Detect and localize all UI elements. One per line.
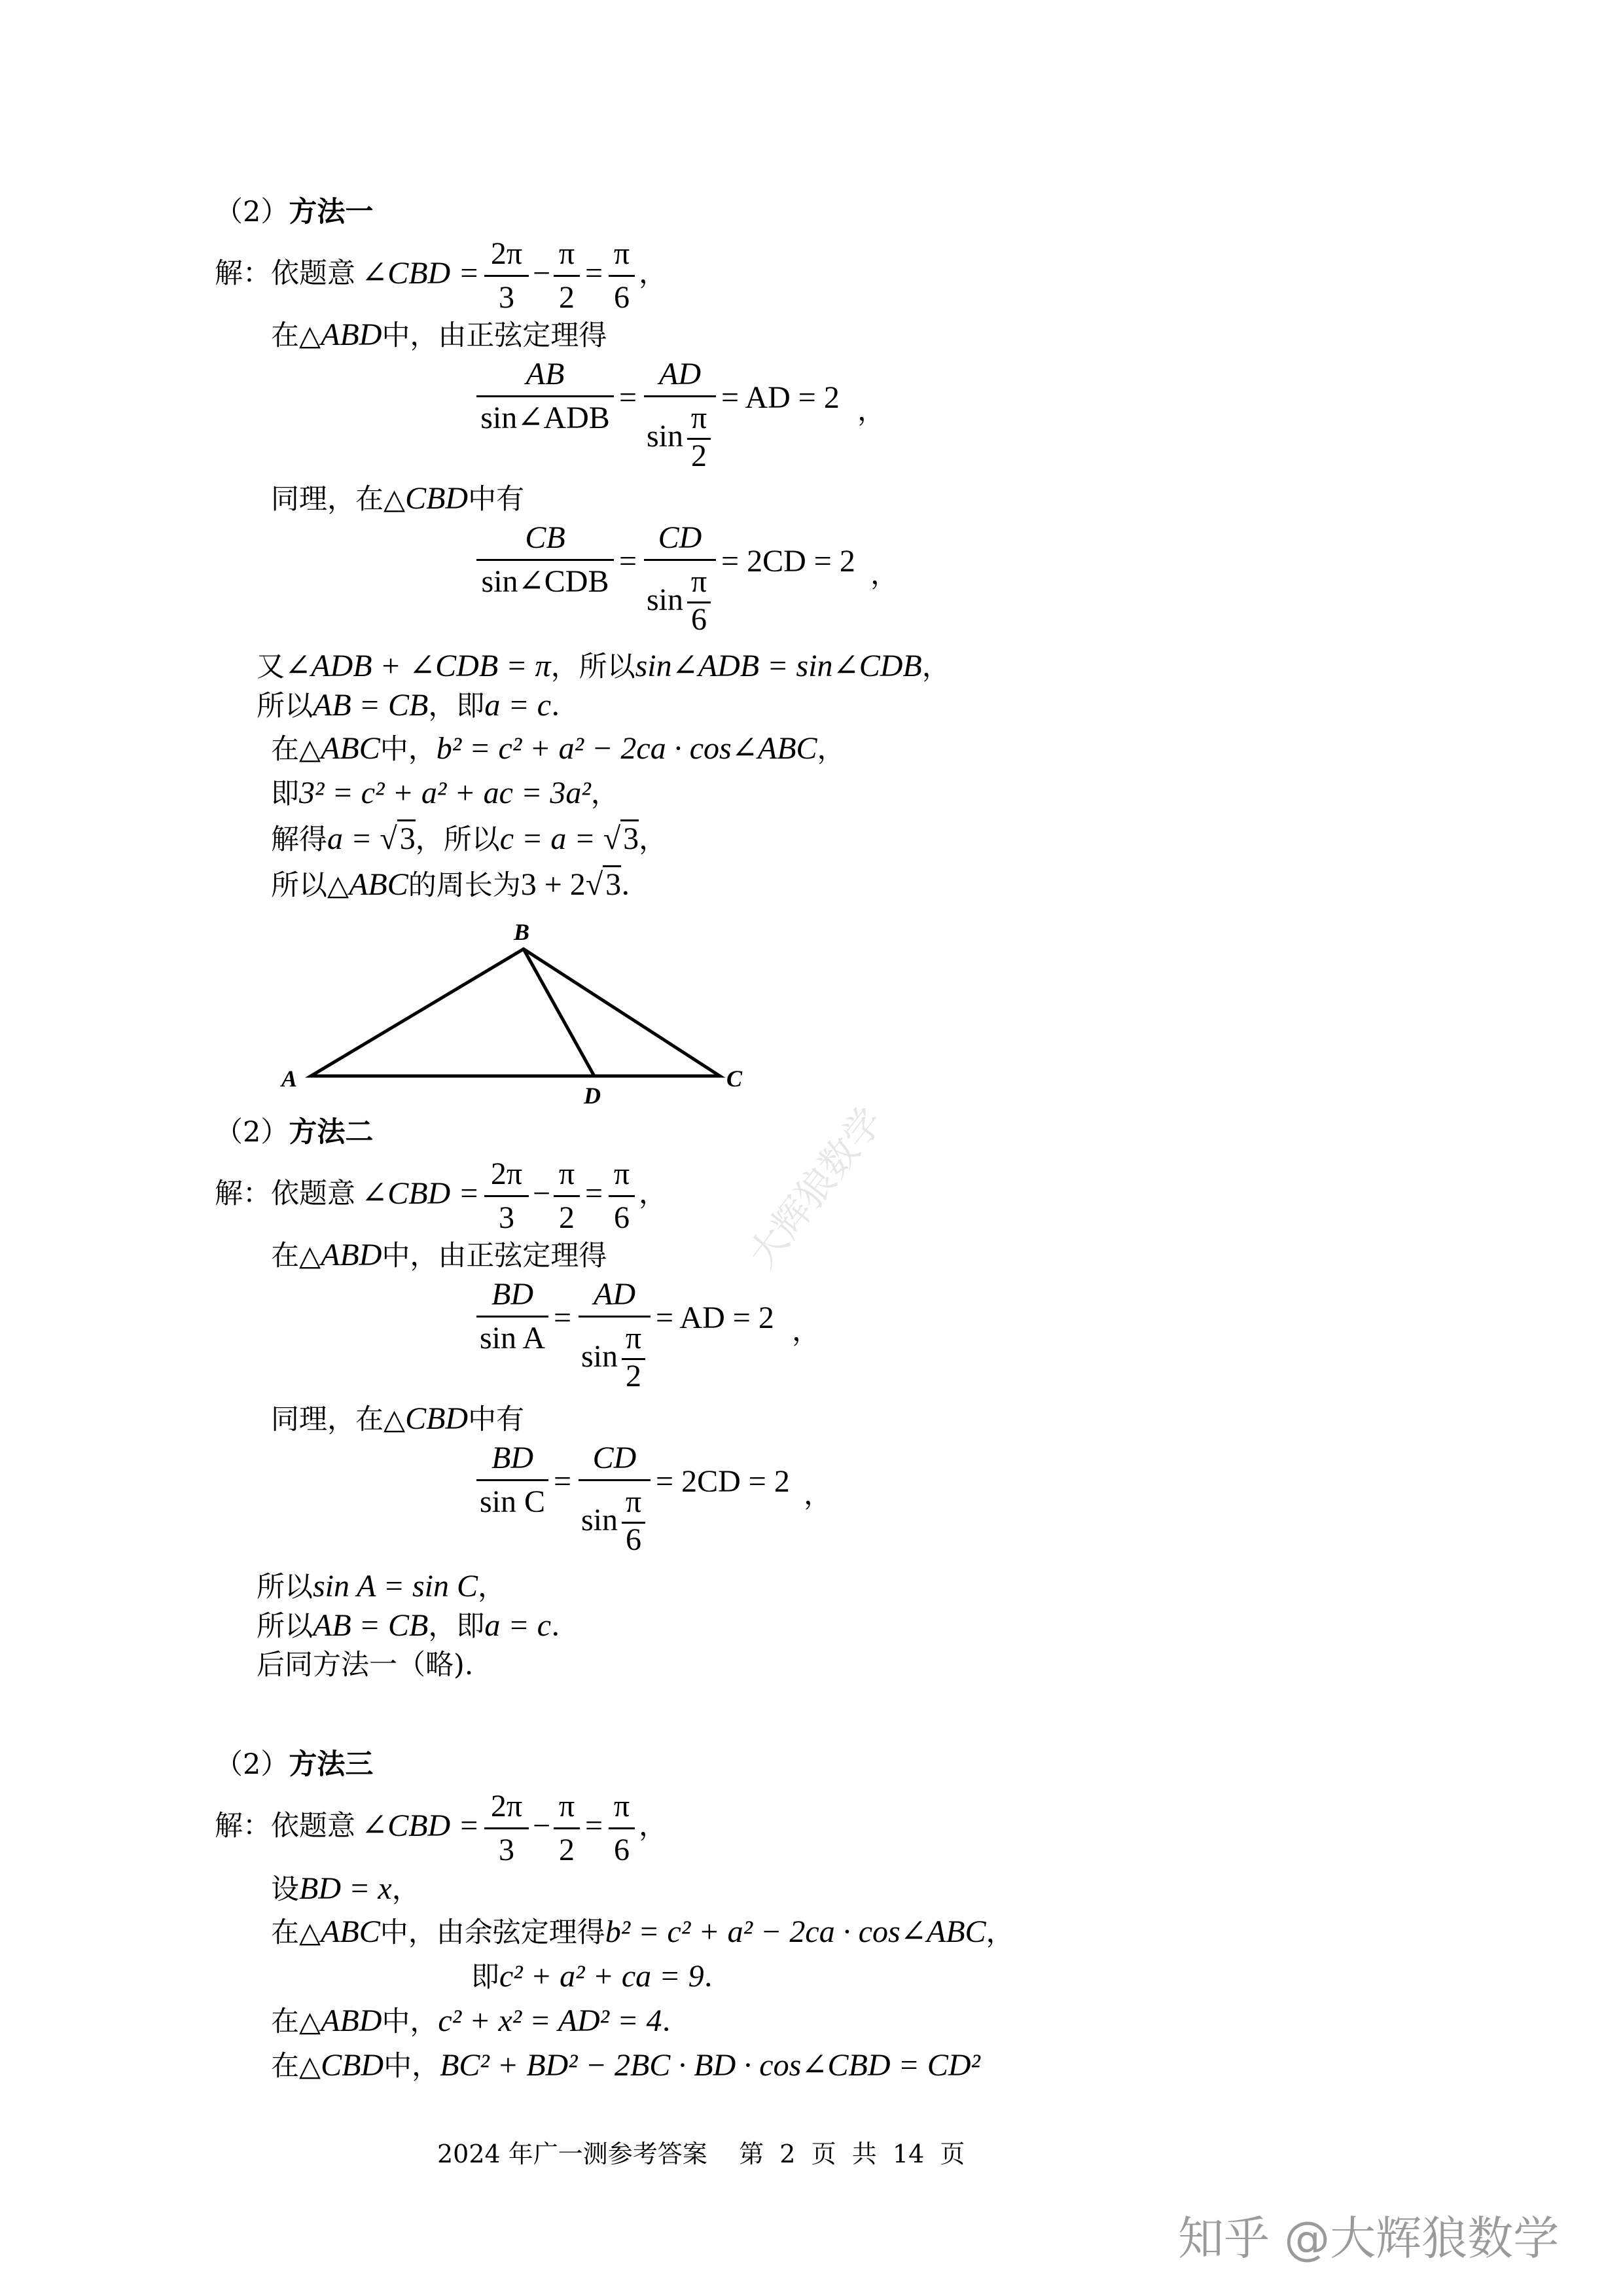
text: 在△ [271,733,321,766]
frac-bd-sinc [476,1440,548,1520]
frac-den: 3 [499,1833,514,1867]
math: b² = c² + a² − 2ca · cos∠ABC [605,1914,986,1949]
text: ， [986,1916,1014,1949]
frac-2pi-3 [484,1788,529,1869]
text: 同理，在△ [271,1403,406,1436]
label-d: D [584,1083,601,1106]
heading-number: （2） [215,1748,289,1781]
math: 3 + 2 [520,867,586,902]
text: 所以△ [271,869,349,902]
text: ， [590,778,619,810]
text: ， [478,1571,507,1604]
frac-pi-6 [609,1156,635,1236]
frac-den: 6 [614,1200,630,1235]
frac-den [579,1484,651,1556]
math: ABC [321,731,380,766]
text: ， [391,1873,420,1906]
text: 在△ [271,1916,321,1949]
comma: ， [639,1810,667,1842]
pi-den: 6 [626,1522,641,1557]
text: ， [817,733,846,766]
text: ，所以 [550,651,635,683]
math: BC² + BD² − 2BC · BD · cos∠CBD = CD² [440,2048,980,2083]
pi-den: 2 [626,1359,641,1393]
comma: ， [639,1177,667,1210]
method3-intro [215,1808,355,1844]
frac-num: BD [491,1441,533,1475]
text: ， [639,823,668,856]
method2-line6 [257,1647,473,1683]
pi-num: π [690,401,707,435]
text: 设 [271,1873,299,1906]
frac-den: 3 [499,280,514,315]
equals-op: = [619,544,637,579]
frac-num: CD [592,1441,637,1475]
intro-text: 解：依题意 [215,1177,355,1210]
frac-num: π [558,236,575,271]
text: ． [551,690,580,723]
pi-num: π [690,564,707,599]
pi-den: 6 [691,602,707,637]
text: 在△ [271,2050,321,2083]
pi-num: π [625,1321,642,1355]
frac-den: sin A [479,1321,546,1355]
pi-den: 2 [691,439,707,473]
angle-text: ∠CBD = [361,256,480,291]
math: c = a = [499,821,603,856]
comma: ， [857,395,885,427]
comma: ， [870,558,899,591]
equation-tail: = AD = 2 [656,1300,774,1335]
method1-line9: 所以△ABC的周长为3 + 2√3． [271,867,649,904]
text: 所以 [257,1610,313,1643]
equals-op: = [585,1808,603,1843]
heading-number: （2） [215,196,289,228]
comma: ， [792,1315,820,1348]
frac-den: 3 [499,1200,514,1235]
text: 在△ [271,2005,321,2038]
text: ． [621,869,650,902]
text: 即 [271,778,299,810]
text: 中， [380,733,437,766]
text: 的周长为 [408,869,521,902]
method1-line7 [271,775,619,812]
frac-den: 2 [559,280,575,315]
frac-num: AB [526,357,565,391]
math: AB = CB [313,1608,429,1643]
frac-num: BD [491,1277,533,1312]
frac-num: 2π [490,1157,523,1191]
equation-tail: = 2CD = 2 [721,544,855,579]
equation-tail: = AD = 2 [721,380,840,415]
comma: ， [804,1479,832,1511]
frac-den: 6 [614,1833,630,1867]
triangle-abc [311,949,720,1076]
math: a = [327,821,380,856]
diagonal-watermark: 大辉狼数学 [740,1099,892,1276]
method3-line5 [271,2003,690,2040]
equals-op: = [585,1176,603,1211]
minus-op: − [533,1176,551,1211]
frac-den: sin∠ADB [480,401,610,435]
frac-den [579,1320,651,1392]
frac-num: CB [525,520,565,555]
heading-label: 方法一 [289,196,374,228]
sin-text: sin [581,1503,618,1537]
segment-bd [524,949,594,1076]
text: 中，由正弦定理得 [382,1240,607,1272]
text: 后同方法一（略). [257,1649,474,1681]
sin-text: sin [647,583,684,617]
frac-pi-2 [554,1788,580,1869]
method1-line4 [257,648,950,685]
text: ，即 [428,690,485,723]
text: 中，由正弦定理得 [382,319,607,352]
frac-cb-sincdb [476,520,614,600]
frac-pi-2 [554,1156,580,1236]
math: ABC [321,1914,380,1949]
frac-pi-2 [554,236,580,316]
comma: ， [639,257,667,290]
math: 3² = c² + a² + ac = 3a² [299,776,591,810]
equation-tail: = 2CD = 2 [656,1464,790,1499]
frac-den: sin C [479,1484,546,1519]
frac-den: 6 [614,280,630,315]
angle-cbd [361,255,480,292]
text: ． [704,1961,732,1994]
equals-op: = [619,380,637,415]
zhihu-watermark: 知乎 @大辉狼数学 [1178,2212,1560,2265]
radicand: 3 [620,819,639,856]
frac-den [644,400,716,472]
angle-cbd [361,1808,480,1844]
equals-op: = [554,1464,572,1499]
heading-label: 方法三 [289,1748,374,1781]
method2-heading [215,1114,373,1151]
frac-ad-sinpi2 [644,356,716,472]
math: ABC [349,867,408,902]
frac-num: 2π [490,236,523,271]
sin-text: sin [647,419,684,454]
method1-line6 [271,730,846,768]
math: sin∠ADB = sin∠CDB [635,649,922,683]
triangle-cbd: CBD [405,481,469,516]
equals-op: = [554,1300,572,1335]
frac-num: AD [594,1277,635,1312]
text: ． [551,1610,580,1643]
text: 中，由余弦定理得 [380,1916,605,1949]
math: ∠ADB + ∠CDB = π [285,649,551,683]
math: c² + a² + ca = 9 [499,1959,704,1994]
label-c: C [726,1066,743,1092]
text: 所以 [257,690,313,723]
math: ABD [321,2003,382,2038]
method2-line5 [257,1607,579,1645]
frac-num: CD [658,520,702,555]
frac-pi-6 [609,236,635,316]
pi-num: π [625,1484,642,1519]
frac-ab-sinadb [476,356,614,437]
method1-heading [215,194,373,230]
frac-2pi-3 [484,1156,529,1236]
label-a: A [281,1066,298,1092]
frac-2pi-3 [484,236,529,316]
text: ． [662,2005,690,2038]
frac-den [644,564,716,636]
page-footer: 2024 年广一测参考答案 第 2 页 共 14 页 [437,2140,965,2168]
math: a = c [484,688,552,723]
math: c² + x² = AD² = 4 [438,2003,662,2038]
radicand: 3 [603,865,621,902]
frac-num: AD [659,357,701,391]
minus-op: − [533,256,551,291]
text: ，即 [428,1610,485,1643]
text: 中， [382,2005,438,2038]
frac-num: π [613,1789,630,1823]
method3-line3 [271,1914,1014,1951]
method3-heading [215,1746,373,1783]
intro-text: 解：依题意 [215,257,355,290]
text: 又 [257,651,285,683]
frac-ad-sinpi2 [579,1276,651,1392]
math: CBD [321,2048,384,2083]
minus-op: − [533,1808,551,1843]
method2-line3 [271,1401,524,1438]
method1-line2 [271,317,607,354]
text: 中， [383,2050,440,2083]
text: 在△ [271,319,321,352]
math: a = c [484,1608,552,1643]
frac-cd-sinpi6 [644,520,716,636]
intro-text: 解：依题意 [215,1810,355,1842]
text: 即 [471,1961,499,1994]
frac-num: 2π [490,1789,523,1823]
method1-intro [215,255,355,292]
method1-line8: 解得a = √3，所以c = a = √3， [271,821,667,858]
text: ，所以 [415,823,500,856]
text: 所以 [257,1571,313,1604]
math: BD = x [299,1871,392,1906]
radicand: 3 [397,819,416,856]
frac-num: π [558,1789,575,1823]
text: 解得 [271,823,327,856]
heading-number: （2） [215,1116,289,1149]
method2-intro [215,1175,355,1212]
math: AB = CB [313,688,429,723]
equals-op: = [585,256,603,291]
frac-den: 2 [559,1833,575,1867]
frac-den: 2 [559,1200,575,1235]
frac-num: π [613,1157,630,1191]
method2-line2 [271,1237,607,1274]
frac-pi-6 [609,1788,635,1869]
triangle-cbd: CBD [405,1401,469,1436]
text: 在△ [271,1240,321,1272]
text: 同理，在△ [271,483,406,516]
heading-label: 方法二 [289,1116,374,1149]
frac-den: sin∠CDB [481,564,609,599]
method3-line4 [471,1958,732,1996]
text: 中有 [468,1403,525,1436]
frac-bd-sina [476,1276,548,1357]
triangle-abd: ABD [321,317,382,352]
angle-text: ∠CBD = [361,1176,480,1211]
triangle-abd: ABD [321,1238,382,1272]
angle-cbd [361,1175,480,1212]
math: b² = c² + a² − 2ca · cos∠ABC [436,731,817,766]
sin-text: sin [581,1339,618,1374]
method1-line5 [257,687,579,725]
text: ， [921,651,950,683]
frac-num: π [613,236,630,271]
frac-cd-sinpi6 [579,1440,651,1556]
frac-num: π [558,1157,575,1191]
text: 中有 [468,483,525,516]
angle-text: ∠CBD = [361,1808,480,1843]
method1-line3 [271,480,524,518]
label-b: B [514,919,530,945]
triangle-figure [262,910,785,1106]
method2-line4 [257,1568,506,1605]
method3-line2 [271,1871,420,1908]
math: sin A = sin C [313,1569,478,1604]
method3-line6 [271,2047,980,2085]
